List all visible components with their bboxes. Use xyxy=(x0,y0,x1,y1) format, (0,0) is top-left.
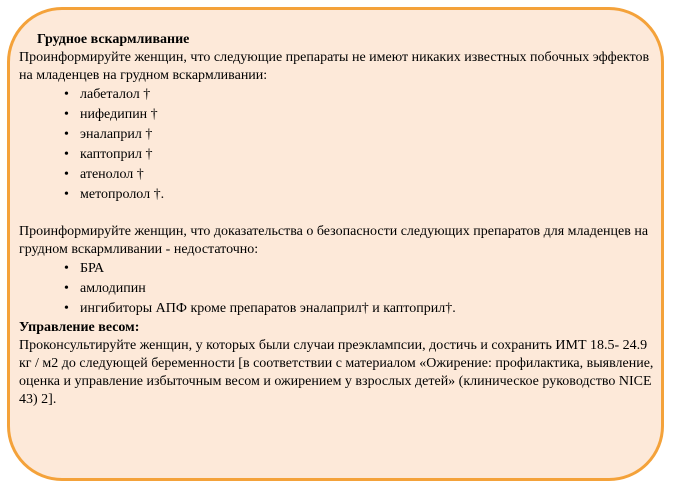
list-item xyxy=(19,105,659,124)
bullet-icon: • xyxy=(64,127,69,142)
no-effects-drug-list xyxy=(19,85,659,204)
breastfeeding-heading: Грудное вскармливание xyxy=(37,32,190,47)
bullet-icon: • xyxy=(64,167,69,182)
insufficient-evidence-intro: Проинформируйте женщин, что доказательства о безопасности следующих препаратов для младенцев на грудном вскармливании - недостаточно: xyxy=(19,224,649,257)
list-item xyxy=(19,145,659,164)
drug-name: каптоприл † xyxy=(80,147,153,162)
list-item xyxy=(19,259,659,278)
drug-name: эналаприл † xyxy=(80,127,153,142)
drug-name: БРА xyxy=(80,261,105,276)
list-item xyxy=(19,165,659,184)
list-item xyxy=(19,185,659,204)
bullet-icon: • xyxy=(64,187,69,202)
list-item xyxy=(19,125,659,144)
drug-name: атенолол † xyxy=(80,167,144,182)
breastfeeding-intro: Проинформируйте женщин, что следующие препараты не имеют никаких известных побочных эффектов на младенцев на грудном вскармливании: xyxy=(19,50,650,83)
insufficient-evidence-drug-list xyxy=(19,259,659,318)
drug-name: ингибиторы АПФ кроме препаратов эналаприл† и каптоприл†. xyxy=(80,301,456,316)
list-item xyxy=(19,85,659,104)
list-item xyxy=(19,279,659,298)
document-content xyxy=(19,31,659,409)
list-item xyxy=(19,299,659,318)
bullet-icon: • xyxy=(64,147,69,162)
drug-name: нифедипин † xyxy=(80,107,158,122)
bullet-icon: • xyxy=(64,281,69,296)
paragraph-spacer xyxy=(19,205,659,223)
bullet-icon: • xyxy=(64,87,69,102)
weight-management-text: Проконсультируйте женщин, у которых были случаи преэклампсии, достичь и сохранить ИМТ 18.5- 24.9 кг / м2 до следующей беременности [в соответствии с материалом «Ожирение: профилактика, выявление, оценка и управление избыточным весом и ожирением у взрослых детей» (клиническое руководство NICE 43) 2]. xyxy=(19,338,654,407)
drug-name: метопролол †. xyxy=(80,187,165,202)
drug-name: амлодипин xyxy=(80,281,146,296)
bullet-icon: • xyxy=(64,261,69,276)
weight-management-heading: Управление весом: xyxy=(19,320,140,335)
drug-name: лабеталол † xyxy=(80,87,151,102)
bullet-icon: • xyxy=(64,301,69,316)
bullet-icon: • xyxy=(64,107,69,122)
